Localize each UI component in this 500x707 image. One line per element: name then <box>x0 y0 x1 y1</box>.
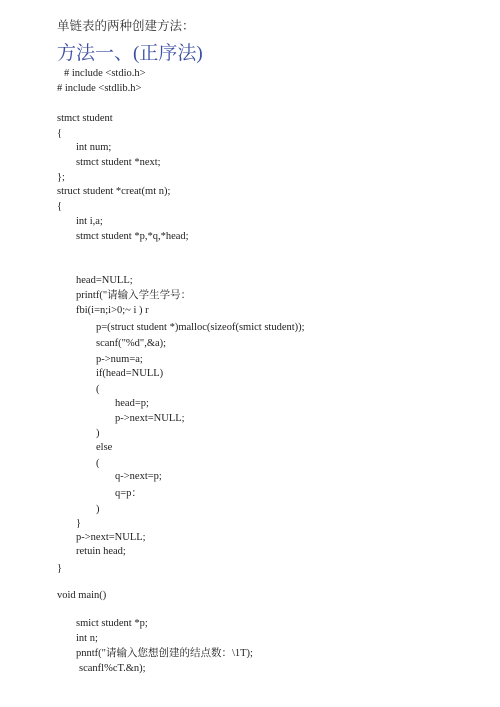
code-line: head=p; <box>115 398 149 409</box>
code-line: stmct student *p,*q,*head; <box>76 231 189 242</box>
code-line: p->num=a; <box>96 354 143 365</box>
code-line: ) <box>96 504 100 515</box>
code-line: } <box>57 563 63 574</box>
code-line: int i,a; <box>76 216 103 227</box>
code-line: q->next=p; <box>115 471 162 482</box>
code-line: q=p： <box>115 488 142 499</box>
code-line: printf("请输入学生学号： <box>76 290 192 301</box>
code-line: ( <box>96 458 100 469</box>
code-line: # include <stdlib.h> <box>57 83 142 94</box>
code-line: scanfl%cT.&n); <box>79 663 146 674</box>
code-line: smict student *p; <box>76 618 148 629</box>
code-line: }; <box>57 172 65 183</box>
code-line: } <box>76 518 82 529</box>
code-line: # include <stdio.h> <box>64 68 146 79</box>
code-line: ( <box>96 384 100 395</box>
code-line: void main() <box>57 590 107 601</box>
code-line: head=NULL; <box>76 275 133 286</box>
code-line: retuin head; <box>76 546 126 557</box>
code-line: p->next=NULL; <box>115 413 185 424</box>
code-line: { <box>57 128 63 139</box>
intro-text: 单链表的两种创建方法： <box>57 19 195 33</box>
code-line: { <box>57 201 63 212</box>
code-line: int n; <box>76 633 98 644</box>
code-line: p->next=NULL; <box>76 532 146 543</box>
code-line: ) <box>96 428 100 439</box>
section-heading: 方法一、(正序法) <box>57 43 203 64</box>
code-line: stmct student *next; <box>76 157 161 168</box>
code-line: pnntf("请输入您想创建的结点数：\1T); <box>76 648 253 659</box>
code-line: p=(struct student *)malloc(sizeof(smict student)); <box>96 322 305 333</box>
code-line: stmct student <box>57 113 113 124</box>
code-line: int num; <box>76 142 112 153</box>
code-line: else <box>96 442 113 453</box>
code-line: scanf("%d",&a); <box>96 338 167 349</box>
code-line: struct student *creat(mt n); <box>57 186 171 197</box>
code-line: if(head=NULL) <box>96 368 164 379</box>
code-line: fbi(i=n;i>0;~ i ) r <box>76 305 149 316</box>
